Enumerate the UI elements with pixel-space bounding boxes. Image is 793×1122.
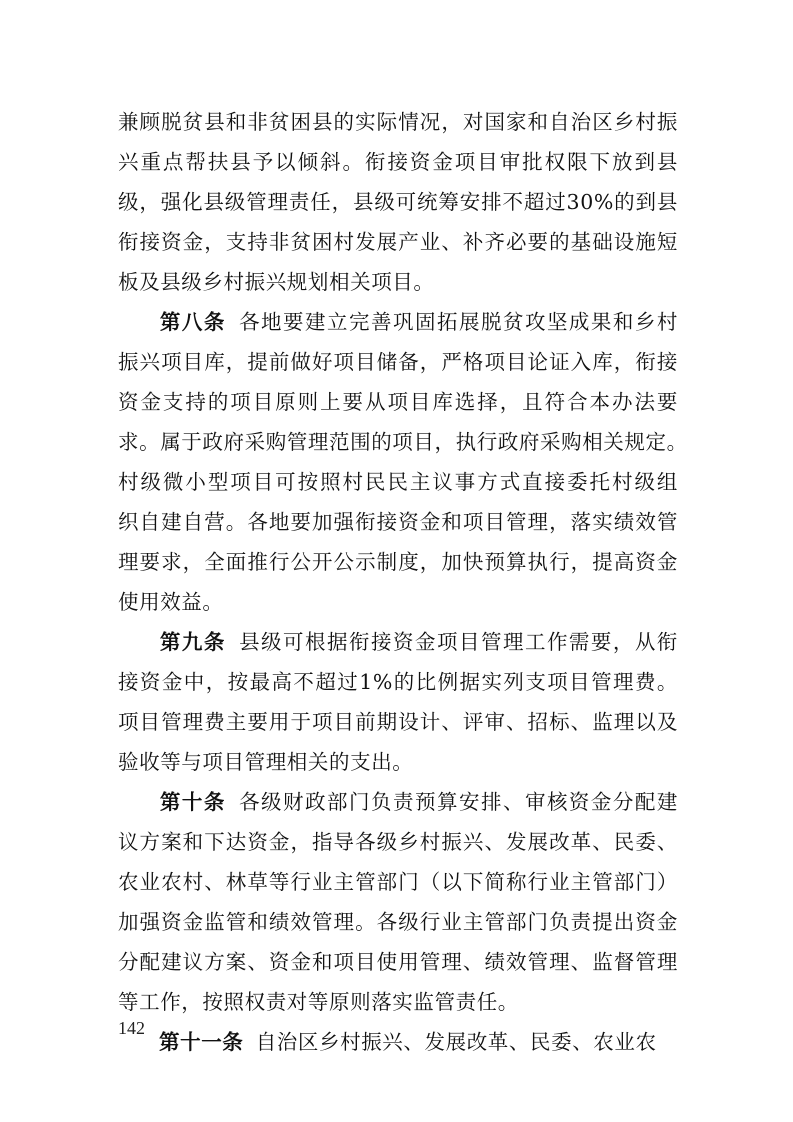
paragraph-line xyxy=(118,662,678,702)
line-text: 使用效益。 xyxy=(118,590,224,614)
paragraph-line xyxy=(118,542,678,582)
paragraph-line xyxy=(118,262,678,302)
line-text: 县级可根据衔接资金项目管理工作需要，从衔 xyxy=(238,630,678,654)
line-text: 接资金中，按最高不超过1%的比例据实列支项目管理费。 xyxy=(118,670,678,694)
paragraph-line xyxy=(118,942,678,982)
article-heading: 第十条 xyxy=(159,790,226,814)
paragraph-line xyxy=(118,702,678,742)
line-text: 振兴项目库，提前做好项目储备，严格项目论证入库，衔接 xyxy=(118,350,678,374)
line-text: 求。属于政府采购管理范围的项目，执行政府采购相关规定。 xyxy=(118,430,688,454)
line-text: 理要求，全面推行公开公示制度，加快预算执行，提高资金 xyxy=(118,550,678,574)
paragraph-line xyxy=(118,982,678,1022)
paragraph-line xyxy=(118,862,678,902)
line-text: 分配建议方案、资金和项目使用管理、绩效管理、监督管理 xyxy=(118,950,678,974)
paragraph-line xyxy=(118,142,678,182)
line-text: 自治区乡村振兴、发展改革、民委、农业农 xyxy=(255,1030,657,1054)
line-text: 衔接资金，支持非贫困村发展产业、补齐必要的基础设施短 xyxy=(118,230,678,254)
paragraph-line xyxy=(118,422,688,462)
line-text: 兼顾脱贫县和非贫困县的实际情况，对国家和自治区乡村振 xyxy=(118,110,678,134)
line-text: 各地要建立完善巩固拓展脱贫攻坚成果和乡村 xyxy=(238,310,678,334)
line-text: 织自建自营。各地要加强衔接资金和项目管理，落实绩效管 xyxy=(118,510,678,534)
line-text: 村级微小型项目可按照村民民主议事方式直接委托村级组 xyxy=(118,470,678,494)
line-text: 级，强化县级管理责任，县级可统筹安排不超过30%的到县 xyxy=(118,190,678,214)
line-text: 各级财政部门负责预算安排、审核资金分配建 xyxy=(238,790,678,814)
article-heading: 第九条 xyxy=(159,630,226,654)
paragraph-line xyxy=(118,902,678,942)
article-heading: 第八条 xyxy=(159,310,226,334)
line-text: 兴重点帮扶县予以倾斜。衔接资金项目审批权限下放到县 xyxy=(118,150,678,174)
line-text: 资金支持的项目原则上要从项目库选择，且符合本办法要 xyxy=(118,390,678,414)
line-text: 农业农村、林草等行业主管部门（以下简称行业主管部门） xyxy=(118,870,678,894)
paragraph-line xyxy=(118,462,678,502)
line-text: 板及县级乡村振兴规划相关项目。 xyxy=(118,270,435,294)
paragraph-line xyxy=(118,582,678,622)
paragraph-line xyxy=(118,302,678,342)
paragraph-line xyxy=(118,1022,678,1062)
paragraph-line xyxy=(118,382,678,422)
page-number: 142 xyxy=(118,1018,145,1038)
line-text: 项目管理费主要用于项目前期设计、评审、招标、监理以及 xyxy=(118,710,678,734)
paragraph-line xyxy=(118,502,678,542)
paragraph-line xyxy=(118,222,678,262)
line-text: 议方案和下达资金，指导各级乡村振兴、发展改革、民委、 xyxy=(118,830,678,854)
line-text: 等工作，按照权责对等原则落实监管责任。 xyxy=(118,990,519,1014)
paragraph-line xyxy=(118,742,678,782)
paragraph-line xyxy=(118,102,678,142)
body-text xyxy=(118,102,688,1062)
paragraph-line xyxy=(118,822,678,862)
paragraph-line xyxy=(118,622,678,662)
paragraph-line xyxy=(118,182,678,222)
article-heading: 第十一条 xyxy=(159,1030,244,1054)
paragraph-line xyxy=(118,342,678,382)
line-text: 加强资金监管和绩效管理。各级行业主管部门负责提出资金 xyxy=(118,910,678,934)
line-text: 验收等与项目管理相关的支出。 xyxy=(118,750,414,774)
paragraph-line xyxy=(118,782,678,822)
